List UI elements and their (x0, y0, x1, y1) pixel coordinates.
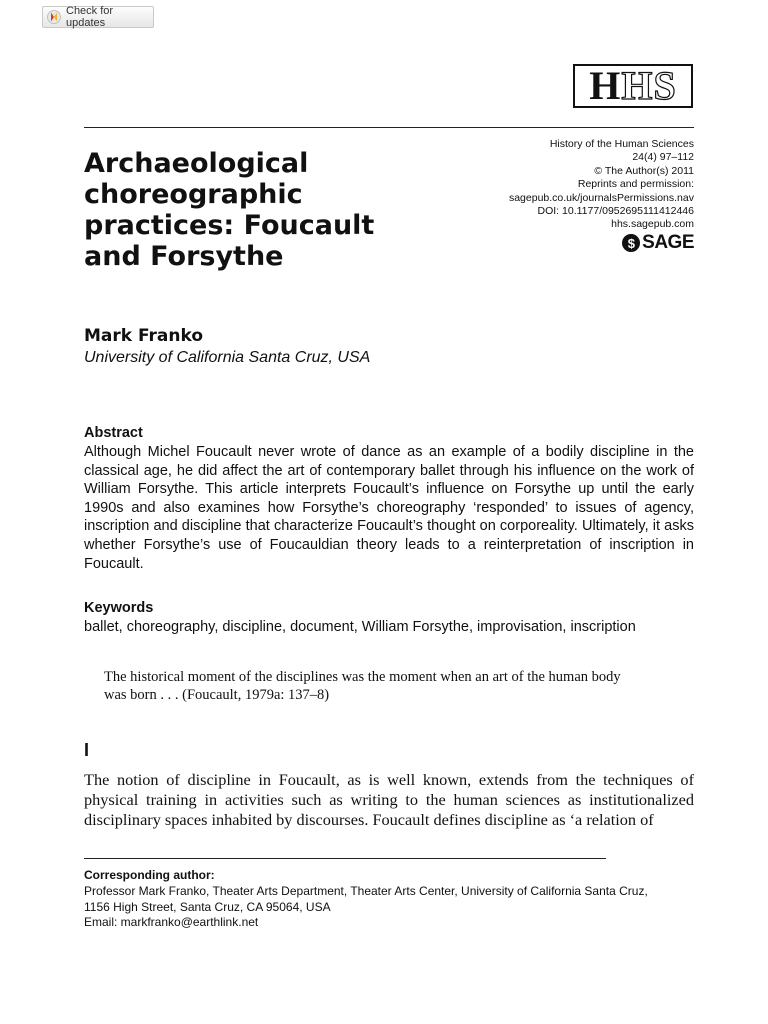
keywords-heading: Keywords (84, 600, 154, 616)
journal-logo (573, 64, 693, 108)
corresponding-author-details (84, 884, 704, 931)
keywords-text: ballet, choreography, discipline, document, William Forsythe, improvisation, inscription (84, 619, 636, 635)
reprints-label: Reprints and permission: (577, 178, 694, 191)
corr-line: Professor Mark Franko, Theater Arts Department, Theater Arts Center, University of California Santa Cruz, (84, 884, 648, 898)
sage-logo-icon: $ (622, 234, 640, 252)
permissions-link[interactable]: sagepub.co.uk/journalsPermissions.nav (508, 191, 694, 204)
epigraph (104, 668, 694, 704)
abstract-heading: Abstract (84, 425, 143, 441)
section-number: I (84, 740, 90, 760)
sage-logo (622, 232, 694, 254)
epigraph-line: The historical moment of the disciplines was the moment when an art of the human body (104, 669, 621, 685)
logo-letters-hs: HS (621, 63, 677, 108)
publisher-name: SAGE (642, 232, 694, 253)
epigraph-line: was born . . . (Foucault, 1979a: 137–8) (104, 687, 330, 703)
journal-info (444, 138, 694, 232)
check-for-updates-label: Check for updates (66, 5, 114, 29)
journal-name: History of the Human Sciences (549, 138, 694, 150)
corresponding-author-heading: Corresponding author: (84, 868, 215, 882)
footnote-rule (84, 858, 606, 859)
author-name: Mark Franko (84, 326, 204, 346)
doi[interactable]: DOI: 10.1177/0952695111412446 (537, 205, 694, 218)
check-for-updates-button[interactable] (42, 6, 154, 28)
abstract-text: Although Michel Foucault never wrote of dance as an example of a bodily discipline in the classical age, he did affect the art of contemporary ballet through his influence on the work of William Forsythe. This article interprets Foucault’s influence on Forsythe up until the early 1990s and also examines how Forsythe’s choreography ‘responded’ to issues of agency, inscription and discipline that characterize Foucault’s thought on corporeality. Ultimately, it asks whether Forsythe’s use of Foucauldian theory leads to a reinterpretation of inscription in Foucault. (84, 444, 694, 572)
author-affiliation: University of California Santa Cruz, USA (84, 349, 371, 366)
body-paragraph: The notion of discipline in Foucault, as is well known, extends from the techniques of physical training in activities such as writing to the human sciences as institutionalized disciplinary spaces inhabited by discourses. Foucault defines discipline as ‘a relation of (84, 770, 694, 829)
journal-volume: 24(4) 97–112 (632, 151, 694, 164)
copyright: © The Author(s) 2011 (594, 164, 694, 177)
crossmark-icon (47, 10, 61, 24)
journal-url[interactable]: hhs.sagepub.com (611, 218, 694, 231)
logo-letter-h: H (589, 63, 622, 108)
corr-email[interactable]: Email: markfranko@earthlink.net (84, 915, 259, 929)
article-title: Archaeological choreographic practices: Foucault and Forsythe (84, 148, 375, 272)
header-rule (84, 127, 694, 128)
corr-line: 1156 High Street, Santa Cruz, CA 95064, USA (84, 899, 331, 914)
